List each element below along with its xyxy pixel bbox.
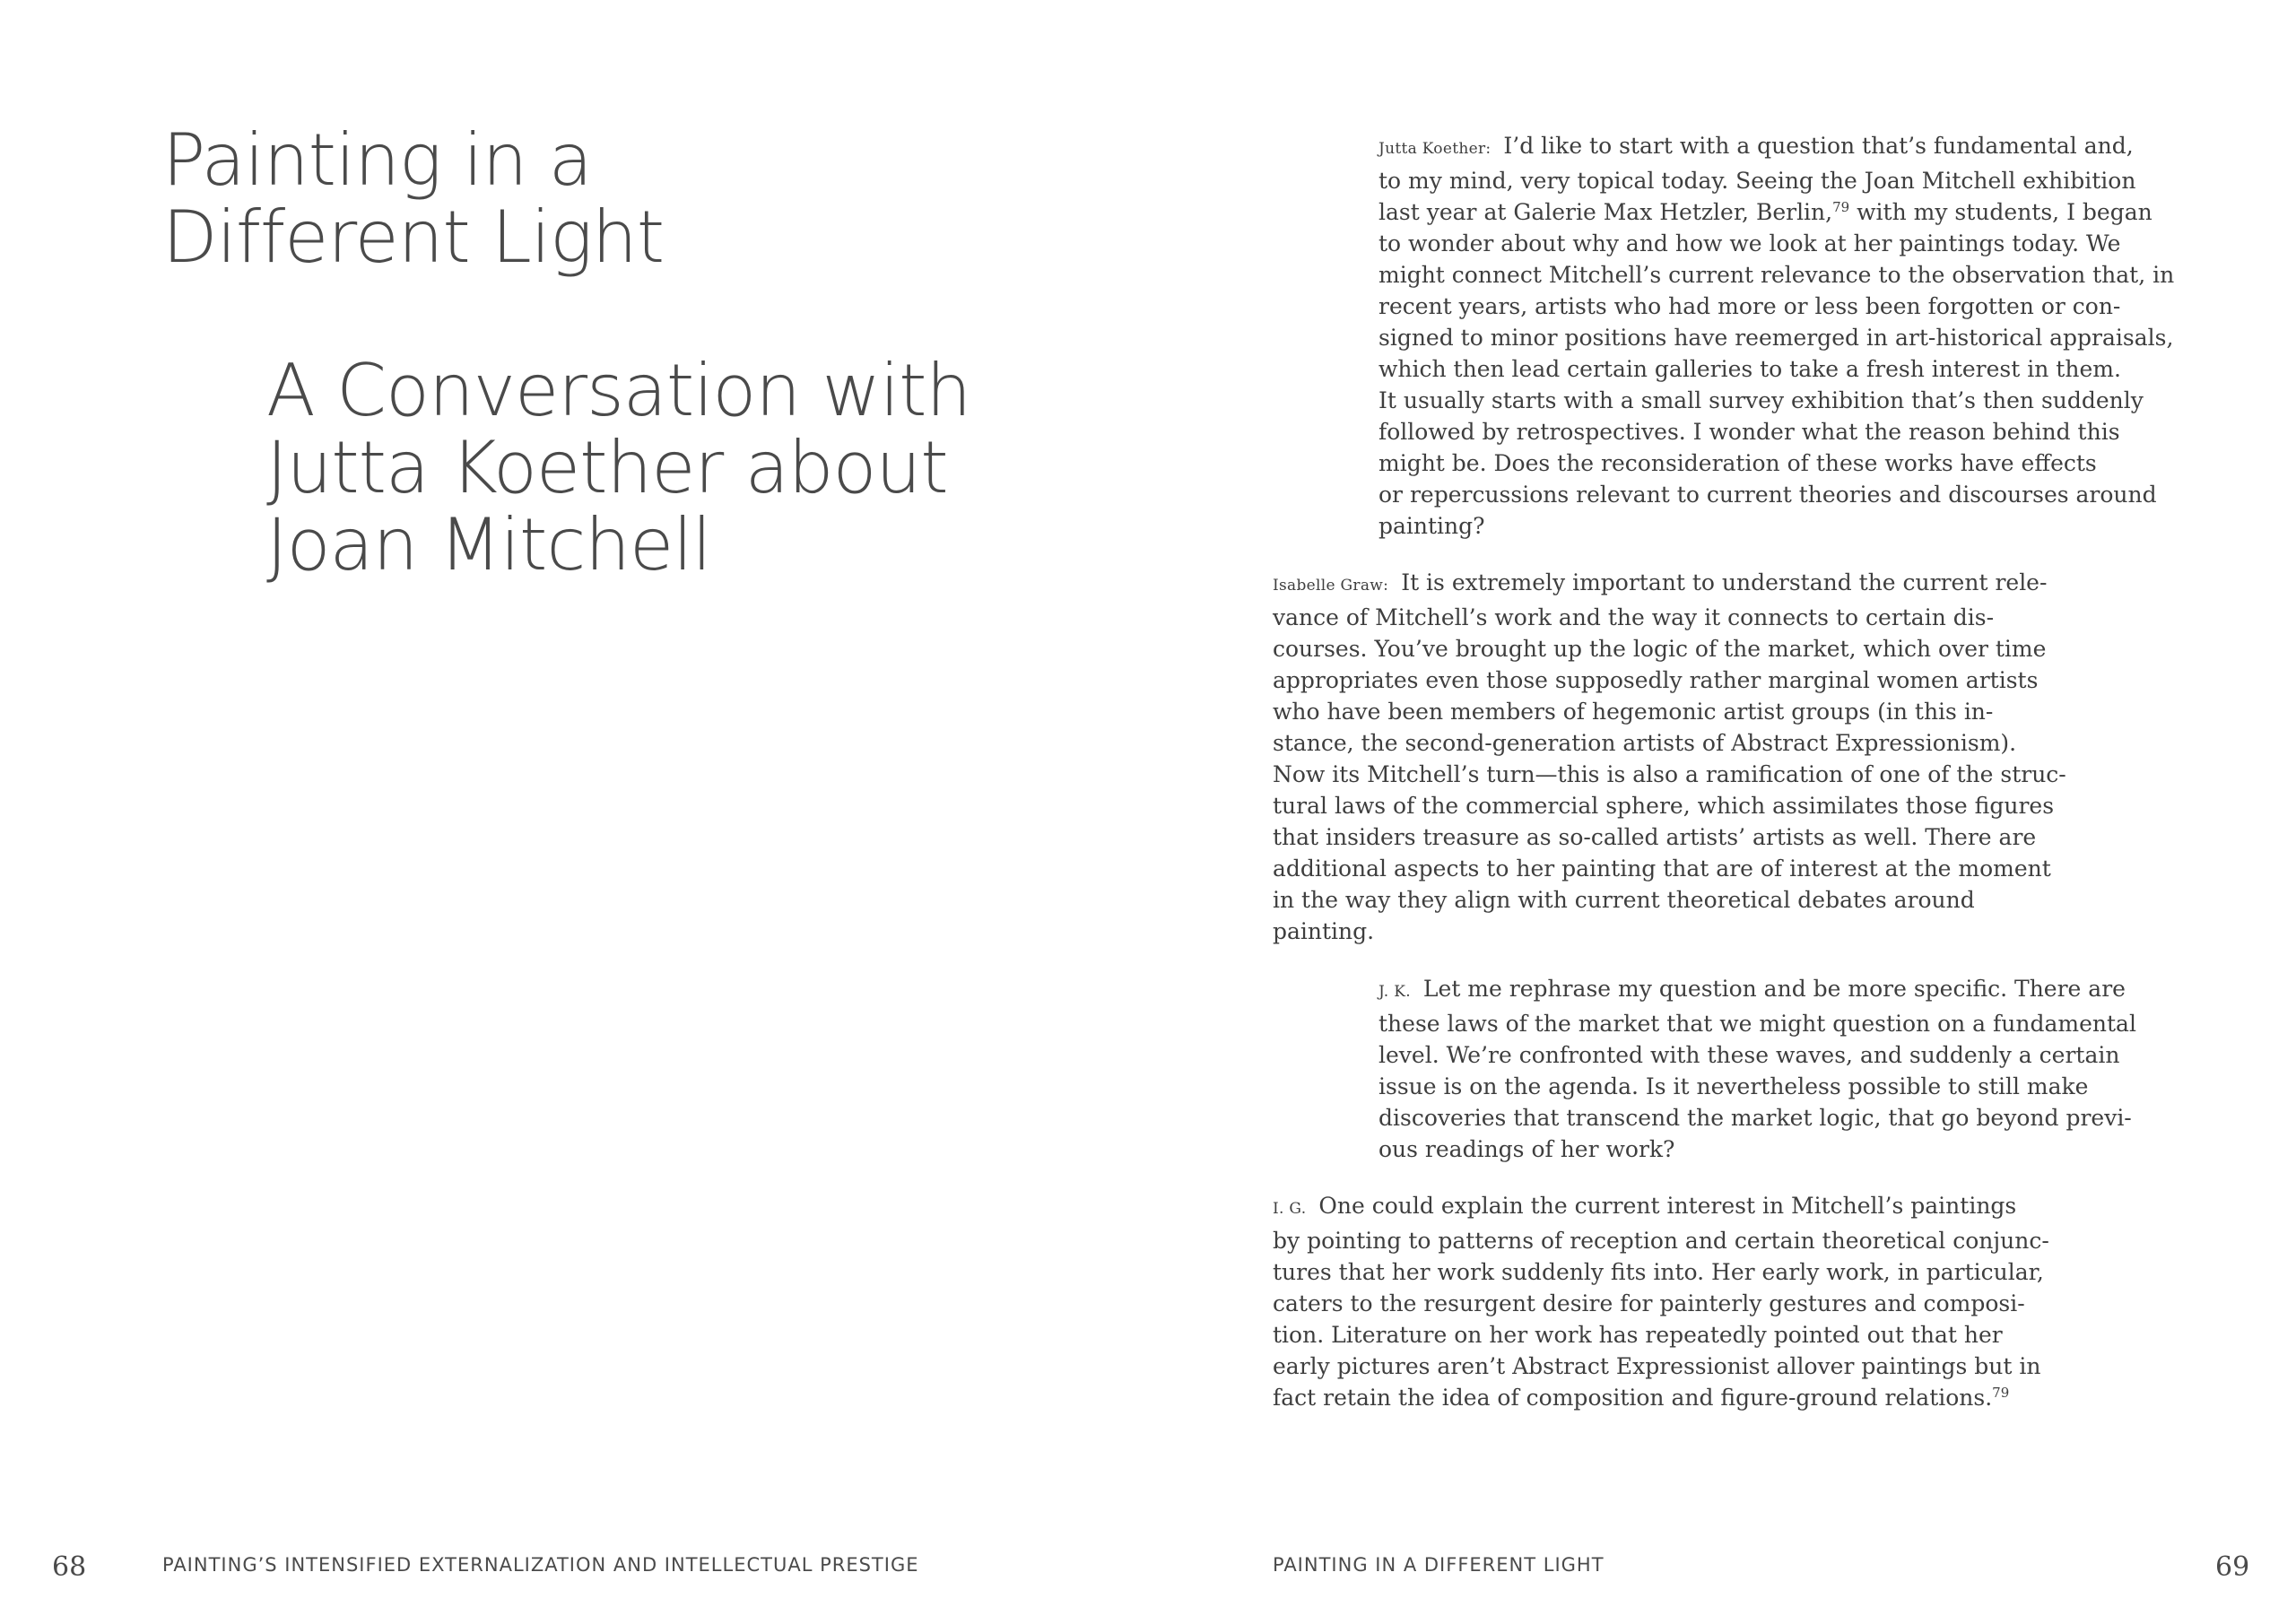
chapter-subtitle-line: A Conversation with	[266, 349, 971, 432]
text-line: followed by retrospectives. I wonder what the reason behind this	[1378, 419, 2120, 445]
text-line: tures that her work suddenly fits into. Her early work, in particular,	[1273, 1259, 2044, 1285]
text-line: vance of Mitchell’s work and the way it connects to certain dis-	[1273, 604, 1995, 630]
text-line: appropriates even those supposedly rather marginal women artists	[1273, 667, 2039, 693]
text-line: might connect Mitchell’s current relevance to the observation that, in	[1378, 262, 2175, 288]
text-line: to wonder about why and how we look at her paintings today. We	[1378, 230, 2121, 256]
paragraph-graw-2	[1273, 1190, 2049, 1413]
text-line: who have been members of hegemonic artist groups (in this in-	[1273, 699, 1994, 725]
chapter-title	[162, 118, 970, 279]
speaker-label: I. G.	[1273, 1200, 1307, 1218]
text-line: fact retain the idea of composition and figure-ground relations.$^{79}$	[1273, 1385, 2010, 1411]
text-line: discoveries that transcend the market logic, that go beyond previ-	[1378, 1105, 2132, 1131]
paragraph-koether-1	[1378, 130, 2174, 542]
text-line: J. K. Let me rephrase my question and be more specific. There are	[1378, 976, 2126, 1002]
text-line: Jutta Koether: I’d like to start with a question that’s fundamental and,	[1378, 133, 2134, 159]
text-line: in the way they align with current theoretical debates around	[1273, 887, 1975, 913]
text-line: ous readings of her work?	[1378, 1136, 1675, 1162]
text-line: Now its Mitchell’s turn—this is also a ramification of one of the struc-	[1273, 761, 2066, 787]
text-line: painting.	[1273, 918, 1375, 944]
text-line: signed to minor positions have reemerged in art-historical appraisals,	[1378, 325, 2174, 351]
text-line: to my mind, very topical today. Seeing the Joan Mitchell exhibition	[1378, 168, 2136, 194]
text-line: stance, the second-generation artists of Abstract Expressionism).	[1273, 730, 2017, 756]
text-line: tion. Literature on her work has repeatedly pointed out that her	[1273, 1322, 2003, 1348]
footnote-marker[interactable]: 79	[1832, 199, 1850, 215]
text-line: early pictures aren’t Abstract Expressionist allover paintings but in	[1273, 1353, 2041, 1379]
text-line: or repercussions relevant to current theories and discourses around	[1378, 482, 2157, 508]
running-head-left: PAINTING’S INTENSIFIED EXTERNALIZATION AND INTELLECTUAL PRESTIGE	[162, 1554, 919, 1576]
page-number-left: 68	[52, 1551, 87, 1583]
text-line: last year at Galerie Max Hetzler, Berlin,$^{79}$ with my students, I began	[1378, 199, 2152, 225]
text-line: level. We’re confronted with these waves, and suddenly a certain	[1378, 1042, 2120, 1068]
footnote-marker[interactable]: 79	[1992, 1385, 2010, 1401]
text-line: might be. Does the reconsideration of these works have effects	[1378, 450, 2097, 476]
text-line: additional aspects to her painting that are of interest at the moment	[1273, 856, 2051, 882]
text-line: I. G. One could explain the current interest in Mitchell’s paintings	[1273, 1193, 2017, 1219]
text-line: Isabelle Graw: It is extremely important to understand the current rele-	[1273, 569, 2048, 595]
text-line: caters to the resurgent desire for painterly gestures and composi-	[1273, 1290, 2025, 1316]
speaker-label: Jutta Koether:	[1378, 140, 1492, 158]
chapter-title-line: Different Light	[162, 195, 665, 279]
text-line: which then lead certain galleries to take a fresh interest in them.	[1378, 356, 2121, 382]
text-line: recent years, artists who had more or less been forgotten or con-	[1378, 293, 2121, 319]
text-line: these laws of the market that we might question on a fundamental	[1378, 1011, 2136, 1037]
speaker-label: Isabelle Graw:	[1273, 577, 1389, 595]
text-line: by pointing to patterns of reception and certain theoretical conjunc-	[1273, 1228, 2049, 1254]
chapter-subtitle-line: Joan Mitchell	[266, 503, 711, 586]
text-line: It usually starts with a small survey exhibition that’s then suddenly	[1378, 387, 2144, 413]
text-line: issue is on the agenda. Is it nevertheless possible to still make	[1378, 1073, 2089, 1099]
paragraph-koether-2	[1378, 973, 2136, 1165]
chapter-subtitle-line: Jutta Koether about	[266, 426, 948, 509]
speaker-label: J. K.	[1378, 983, 1411, 1001]
chapter-title-line: Painting in a	[162, 118, 592, 202]
text-line: tural laws of the commercial sphere, which assimilates those figures	[1273, 793, 2055, 819]
text-line: that insiders treasure as so-called artists’ artists as well. There are	[1273, 824, 2037, 850]
chapter-subtitle	[266, 349, 1074, 586]
right-page	[1148, 0, 2296, 1607]
page-number-right: 69	[2215, 1551, 2250, 1583]
running-head-right: PAINTING IN A DIFFERENT LIGHT	[1273, 1554, 1605, 1576]
paragraph-graw-1	[1273, 567, 2066, 947]
text-line: courses. You’ve brought up the logic of the market, which over time	[1273, 636, 2047, 662]
text-line: painting?	[1378, 513, 1485, 539]
